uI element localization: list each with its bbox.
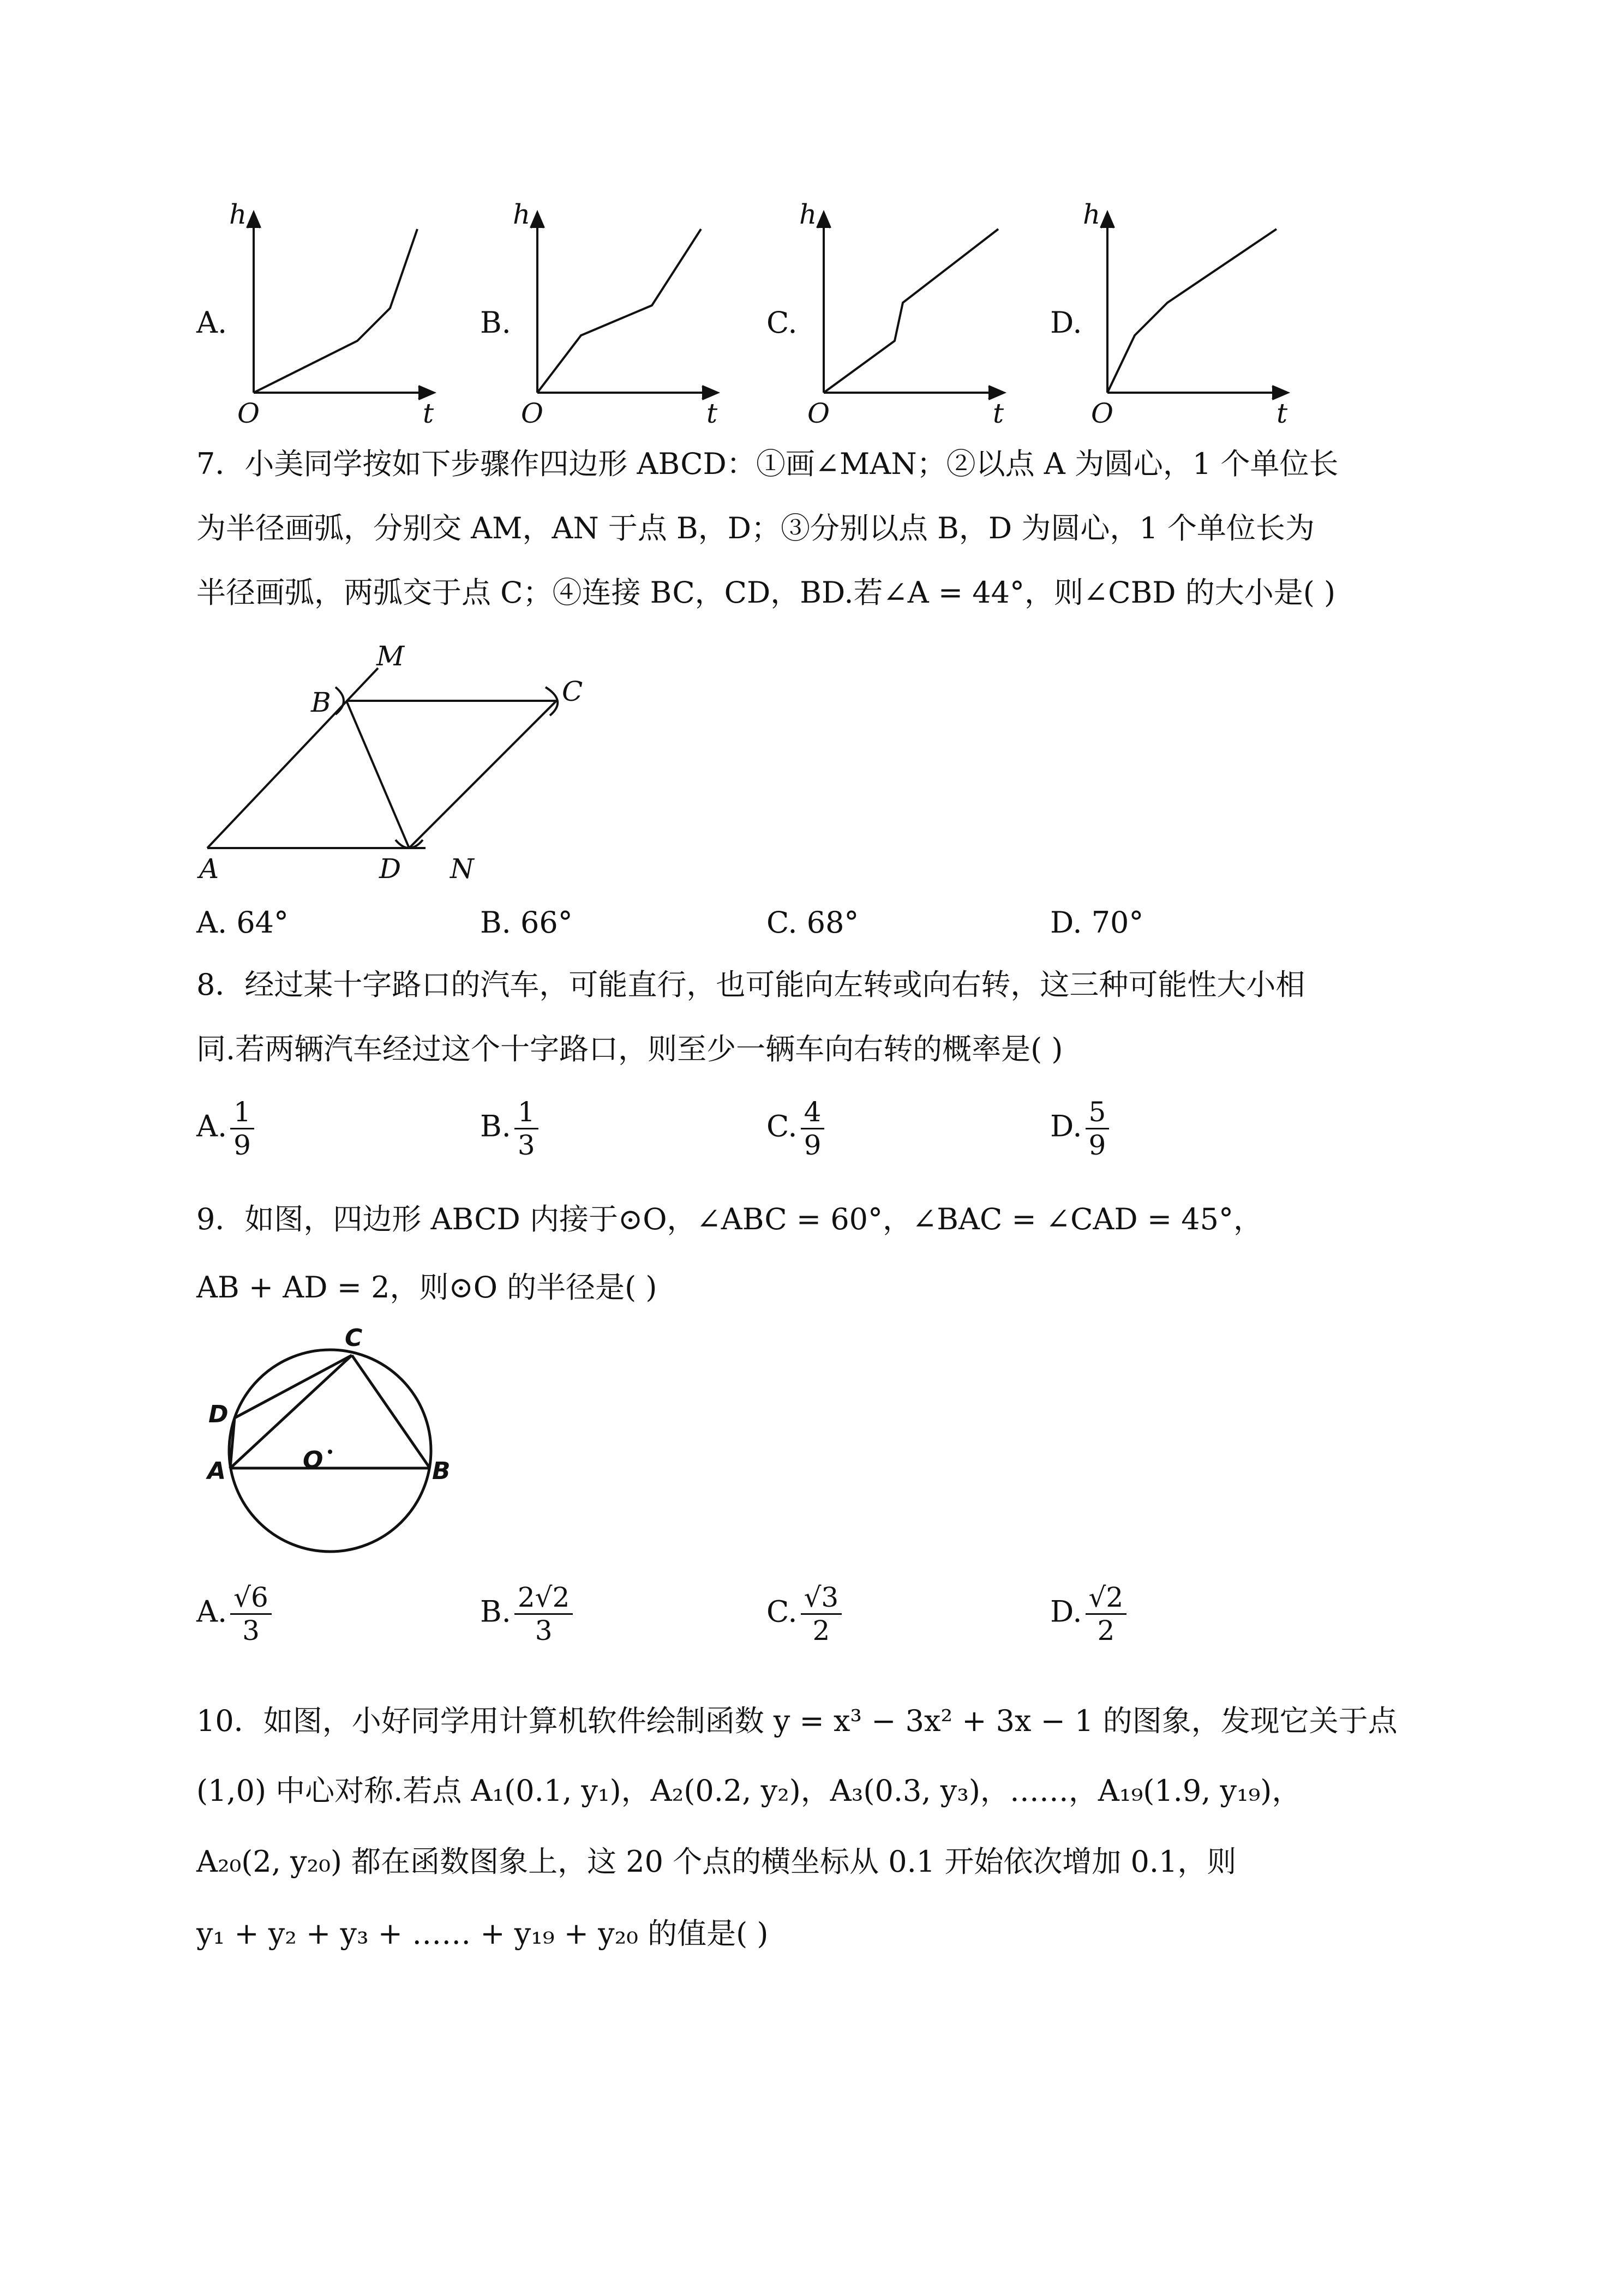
q6-curve	[824, 229, 998, 393]
q9-option-b: B. $\frac{2√2}{3}$	[480, 1582, 573, 1646]
q6-h-arrow	[531, 213, 544, 228]
q7-label-m: M	[376, 640, 405, 672]
q9-label-c: C	[345, 1324, 363, 1352]
q7-label-d: D	[379, 853, 401, 885]
q7-option-d: D. 70°	[1050, 905, 1144, 940]
q7-ray-am	[207, 668, 378, 848]
q9-label-o: O	[303, 1446, 323, 1474]
q6-option-a-label: A.	[196, 305, 227, 340]
q7-option-c: C. 68°	[766, 905, 859, 940]
q6-label-t: t	[993, 398, 1004, 429]
q6-label-t: t	[423, 398, 434, 429]
q6-label-h: h	[799, 199, 817, 230]
q9-label-b: B	[432, 1457, 451, 1485]
q9-option-c: C. $\frac{√3}{2}$	[766, 1582, 842, 1646]
q10-line-3: A₂₀(2, y₂₀) 都在函数图象上，这 20 个点的横坐标从 0.1 开始依次增加 0.1，则	[196, 1844, 1237, 1879]
q9-segment-bc	[352, 1355, 430, 1468]
q6-h-arrow	[817, 213, 830, 228]
q6-label-o: O	[237, 398, 260, 429]
q8-option-a: A. $\frac{1}{9}$	[196, 1096, 254, 1161]
q9-figure	[196, 1325, 458, 1571]
q6-label-t: t	[1277, 398, 1288, 429]
q8-option-d: D. $\frac{5}{9}$	[1050, 1096, 1109, 1161]
q7-option-b: B. 66°	[480, 905, 573, 940]
q6-label-h: h	[229, 199, 247, 230]
q7-line-2: 为半径画弧，分别交 AM，AN 于点 B，D；③分别以点 B，D 为圆心，1 个单位长为	[196, 511, 1315, 545]
q6-h-arrow	[247, 213, 260, 228]
q6-h-arrow	[1101, 213, 1114, 228]
q10-line-1: 10．如图，小好同学用计算机软件绘制函数 y = x³ − 3x² + 3x − 1 的图象，发现它关于点	[196, 1704, 1398, 1738]
q8-option-b: B. $\frac{1}{3}$	[480, 1096, 538, 1161]
q6-option-d-label: D.	[1050, 305, 1082, 340]
q9-option-a: A. $\frac{√6}{3}$	[196, 1582, 272, 1646]
q10-line-2: (1,0) 中心对称.若点 A₁(0.1, y₁)，A₂(0.2, y₂)，A₃(0.3, y₃)，……，A₁₉(1.9, y₁₉)，	[196, 1774, 1302, 1808]
q9-line-2: AB + AD = 2，则⊙O 的半径是( )	[196, 1270, 657, 1305]
q9-center-dot	[328, 1450, 332, 1454]
q6-graph-c	[817, 213, 1004, 399]
q9-line-1: 9．如图，四边形 ABCD 内接于⊙O，∠ABC = 60°，∠BAC = ∠CAD = 45°，	[196, 1202, 1263, 1236]
q6-label-o: O	[1091, 398, 1113, 429]
q7-label-c: C	[562, 676, 583, 707]
q6-option-c-label: C.	[766, 305, 798, 340]
q6-label-h: h	[1083, 199, 1101, 230]
q8-option-c: C. $\frac{4}{9}$	[766, 1096, 824, 1161]
q6-graphs-svg	[0, 180, 1624, 616]
q6-graph-a	[247, 213, 434, 399]
q8-line-2: 同.若两辆汽车经过这个十字路口，则至少一辆车向右转的概率是( )	[196, 1032, 1063, 1066]
q6-graph-d	[1101, 213, 1287, 399]
q7-label-b: B	[311, 687, 331, 718]
q7-option-a: A. 64°	[196, 905, 289, 940]
q6-option-b-label: B.	[480, 305, 511, 340]
q6-label-o: O	[807, 398, 830, 429]
q6-graph-b	[531, 213, 717, 399]
q7-segment-bd	[346, 701, 409, 848]
q7-segment-cd	[409, 701, 556, 848]
q9-label-a: A	[207, 1457, 226, 1485]
q6-label-t: t	[706, 398, 718, 429]
q8-line-1: 8．经过某十字路口的汽车，可能直行，也可能向左转或向右转，这三种可能性大小相	[196, 967, 1305, 1002]
q6-label-o: O	[521, 398, 543, 429]
q7-line-3: 半径画弧，两弧交于点 C；④连接 BC，CD，BD.若∠A = 44°，则∠CBD 的大小是( )	[196, 575, 1336, 610]
q7-label-n: N	[450, 853, 474, 885]
q6-curve	[537, 229, 701, 393]
q6-curve	[254, 229, 417, 393]
q7-label-a: A	[199, 853, 219, 885]
q9-label-d: D	[208, 1401, 229, 1428]
q6-label-h: h	[513, 199, 531, 230]
q6-curve	[1107, 229, 1277, 393]
q10-line-4: y₁ + y₂ + y₃ + …… + y₁₉ + y₂₀ 的值是( )	[196, 1916, 769, 1951]
q7-line-1: 7．小美同学按如下步骤作四边形 ABCD：①画∠MAN；②以点 A 为圆心，1 个单位长	[196, 447, 1339, 481]
q9-option-d: D. $\frac{√2}{2}$	[1050, 1582, 1126, 1646]
q7-figure	[196, 633, 644, 894]
